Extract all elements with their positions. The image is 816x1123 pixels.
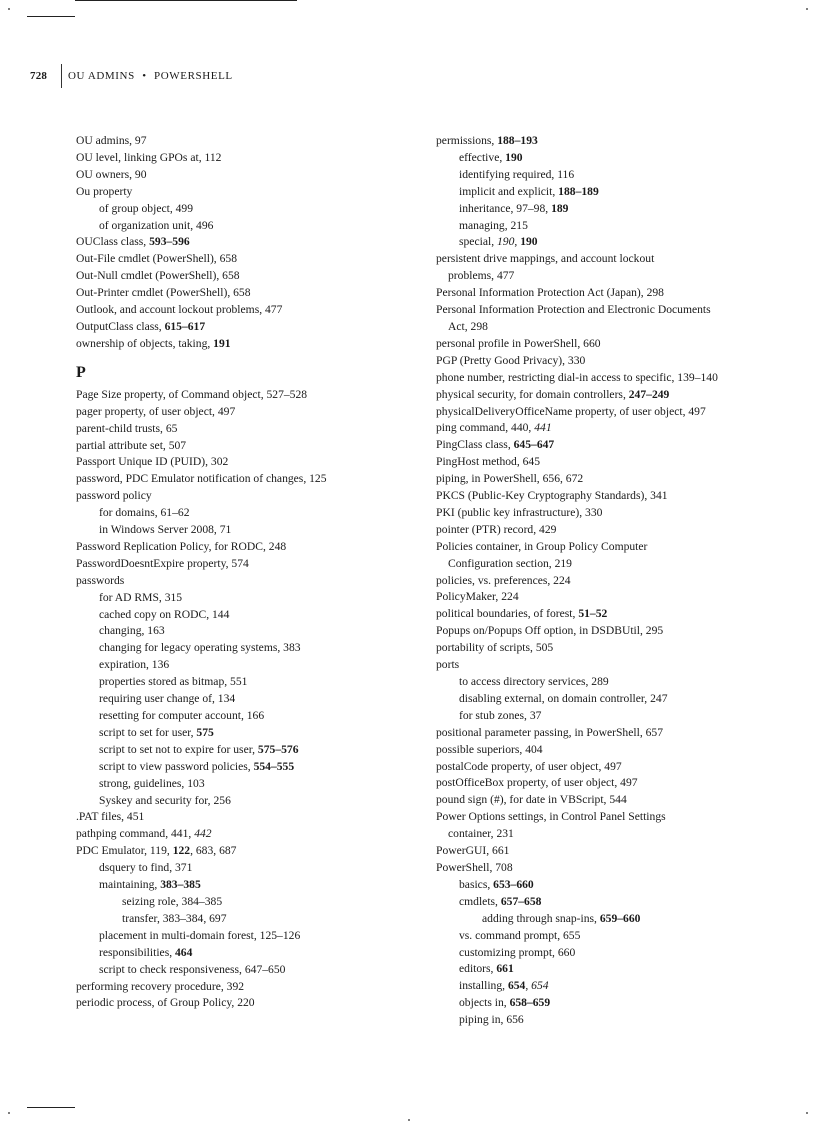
index-subentry xyxy=(436,234,776,251)
page-ref-bold: 657–658 xyxy=(500,894,542,908)
index-entry-continuation xyxy=(436,268,776,285)
registration-dot xyxy=(8,8,10,10)
entry-text: periodic process, of Group Policy, 220 xyxy=(76,996,255,1010)
index-entry xyxy=(436,370,776,387)
entry-text: PowerShell, 708 xyxy=(436,860,513,874)
index-entry xyxy=(76,167,406,184)
index-entry xyxy=(76,421,406,438)
entry-text: PKI (public key infrastructure), 330 xyxy=(436,505,603,519)
index-subentry xyxy=(76,742,406,759)
entry-text: seizing role, 384–385 xyxy=(122,894,223,908)
index-entry xyxy=(436,285,776,302)
entry-text: ownership of objects, taking, xyxy=(76,336,214,350)
entry-text: for domains, 61–62 xyxy=(99,506,190,520)
page-ref-bold: 464 xyxy=(175,945,193,959)
page-ref-bold: 654 xyxy=(507,979,526,993)
index-subentry xyxy=(436,928,776,945)
index-entry xyxy=(436,623,776,640)
entry-text: OUClass class, xyxy=(76,235,150,249)
index-entry xyxy=(76,995,406,1012)
index-entry xyxy=(436,404,776,421)
index-subentry xyxy=(436,978,776,995)
entry-text: Personal Information Protection and Electronic Documents xyxy=(436,303,711,317)
entry-text: properties stored as bitmap, 551 xyxy=(99,675,248,689)
registration-dot xyxy=(408,1119,410,1121)
entry-text: , xyxy=(525,979,532,993)
entry-text: dsquery to find, 371 xyxy=(99,861,193,875)
index-column-left xyxy=(76,133,406,1012)
page-ref-bold: 51–52 xyxy=(578,607,608,621)
entry-text: .PAT files, 451 xyxy=(76,810,145,824)
index-subentry xyxy=(76,505,406,522)
head-first-term: OU ADMINS xyxy=(68,70,135,82)
entry-text: Passport Unique ID (PUID), 302 xyxy=(76,455,229,469)
crop-mark-bottom-left xyxy=(27,1107,75,1108)
index-entry xyxy=(76,234,406,251)
index-entry xyxy=(436,488,776,505)
entry-text: transfer, 383–384, 697 xyxy=(122,911,227,925)
index-column-right xyxy=(436,133,776,1029)
page-ref-bold: 189 xyxy=(551,201,569,215)
index-entry xyxy=(436,589,776,606)
entry-text: resetting for computer account, 166 xyxy=(99,709,265,722)
page-number: 728 xyxy=(30,70,48,82)
page-ref-italic: 442 xyxy=(194,827,212,841)
entry-text: ping command, 440, xyxy=(436,421,535,435)
entry-text: Page Size property, of Command object, 527–528 xyxy=(76,387,308,401)
entry-text: maintaining, xyxy=(99,878,161,892)
entry-text: PolicyMaker, 224 xyxy=(436,590,519,604)
entry-text: Popups on/Popups Off option, in DSDBUtil, 295 xyxy=(436,624,664,638)
entry-text: requiring user change of, 134 xyxy=(99,692,236,706)
entry-text: for AD RMS, 315 xyxy=(99,590,183,604)
entry-text: Policies container, in Group Policy Computer xyxy=(436,539,648,553)
entry-text: PGP (Pretty Good Privacy), 330 xyxy=(436,353,586,367)
index-entry-continuation xyxy=(436,556,776,573)
entry-text: password, PDC Emulator notification of changes, 125 xyxy=(76,472,327,486)
entry-text: , xyxy=(514,235,521,249)
index-subentry xyxy=(76,657,406,674)
index-subentry xyxy=(436,674,776,691)
entry-text: pager property, of user object, 497 xyxy=(76,404,236,418)
entry-text: passwords xyxy=(76,573,125,587)
header-divider xyxy=(61,64,62,88)
entry-text: OutputClass class, xyxy=(76,319,165,333)
index-entry xyxy=(76,809,406,826)
index-entry xyxy=(436,759,776,776)
entry-text: effective, xyxy=(459,150,506,164)
index-subentry xyxy=(76,860,406,877)
entry-text: Ou property xyxy=(76,184,133,198)
index-entry xyxy=(76,336,406,353)
page-ref-bold: 383–385 xyxy=(160,878,201,892)
index-subentry xyxy=(436,877,776,894)
entry-text: parent-child trusts, 65 xyxy=(76,421,178,435)
entry-text: OU owners, 90 xyxy=(76,167,147,181)
entry-text: Out-Null cmdlet (PowerShell), 658 xyxy=(76,269,240,283)
entry-text: PDC Emulator, 119, xyxy=(76,844,173,858)
index-subentry xyxy=(76,945,406,962)
entry-text: objects in, xyxy=(459,996,510,1010)
entry-text: personal profile in PowerShell, 660 xyxy=(436,336,601,350)
index-subentry xyxy=(436,1012,776,1029)
index-entry xyxy=(76,387,406,404)
index-subentry xyxy=(436,218,776,235)
index-entry xyxy=(76,285,406,302)
entry-text: Outlook, and account lockout problems, 477 xyxy=(76,303,283,317)
index-entry xyxy=(76,454,406,471)
page-ref-italic: 441 xyxy=(534,421,552,435)
entry-text: basics, xyxy=(459,877,494,891)
index-subentry xyxy=(76,725,406,742)
entry-text: script to check responsiveness, 647–650 xyxy=(99,962,286,976)
index-entry xyxy=(436,640,776,657)
entry-text: customizing prompt, 660 xyxy=(459,945,576,959)
crop-mark-top xyxy=(75,0,297,1)
entry-text: phone number, restricting dial-in access to specific, 139–140 xyxy=(436,370,718,384)
page-ref-italic: 654 xyxy=(531,979,549,993)
index-subentry xyxy=(436,995,776,1012)
index-entry xyxy=(436,133,776,150)
index-subentry xyxy=(436,911,776,928)
entry-text: , 683, 687 xyxy=(190,844,237,858)
page-ref-bold: 661 xyxy=(496,962,514,976)
index-subentry xyxy=(76,759,406,776)
page-ref-bold: 188–189 xyxy=(558,184,599,198)
entry-text: pound sign (#), for date in VBScript, 544 xyxy=(436,793,627,807)
index-entry xyxy=(436,860,776,877)
entry-text: ports xyxy=(436,658,460,672)
index-subentry xyxy=(76,928,406,945)
index-entry xyxy=(436,471,776,488)
page-ref-italic: 190 xyxy=(497,235,515,249)
page-ref-bold: 653–660 xyxy=(493,877,534,891)
index-subentry xyxy=(436,691,776,708)
index-subentry xyxy=(76,201,406,218)
index-subentry xyxy=(76,522,406,539)
index-entry xyxy=(436,505,776,522)
index-subentry xyxy=(76,962,406,979)
entry-text: cmdlets, xyxy=(459,894,501,908)
entry-text: PingHost method, 645 xyxy=(436,455,541,469)
index-subentry xyxy=(76,894,406,911)
index-subentry xyxy=(436,894,776,911)
registration-dot xyxy=(806,1112,808,1114)
entry-text: strong, guidelines, 103 xyxy=(99,776,205,790)
page-ref-bold: 575 xyxy=(196,725,214,739)
index-subentry xyxy=(436,167,776,184)
index-entry xyxy=(76,979,406,996)
index-subentry xyxy=(76,708,406,725)
page-ref-bold: 247–249 xyxy=(628,387,670,401)
index-entry xyxy=(436,353,776,370)
entry-text: PasswordDoesntExpire property, 574 xyxy=(76,556,249,570)
entry-text: for stub zones, 37 xyxy=(459,708,542,722)
index-entry xyxy=(76,404,406,421)
index-entry xyxy=(76,488,406,505)
entry-text: managing, 215 xyxy=(459,218,528,232)
entry-text: identifying required, 116 xyxy=(459,167,575,181)
index-entry xyxy=(76,302,406,319)
entry-text: partial attribute set, 507 xyxy=(76,438,187,452)
page-ref-bold: 190 xyxy=(505,150,523,164)
index-entry xyxy=(436,606,776,623)
entry-text: postOfficeBox property, of user object, 497 xyxy=(436,776,638,790)
entry-text: pathping command, 441, xyxy=(76,827,195,841)
page-ref-bold: 659–660 xyxy=(599,911,641,925)
index-entry xyxy=(436,742,776,759)
index-subentry xyxy=(76,911,406,928)
index-entry xyxy=(436,336,776,353)
index-entry xyxy=(436,251,776,268)
entry-text: in Windows Server 2008, 71 xyxy=(99,523,232,537)
entry-text: changing, 163 xyxy=(99,624,165,638)
index-entry xyxy=(76,184,406,201)
entry-text: piping in, 656 xyxy=(459,1013,524,1027)
index-subentry xyxy=(76,640,406,657)
page-ref-bold: 575–576 xyxy=(257,742,299,756)
index-subentry xyxy=(76,218,406,235)
entry-text: persistent drive mappings, and account lockout xyxy=(436,252,655,266)
index-entry xyxy=(76,150,406,167)
entry-text: Out-Printer cmdlet (PowerShell), 658 xyxy=(76,286,251,300)
entry-text: piping, in PowerShell, 656, 672 xyxy=(436,472,584,486)
index-subentry xyxy=(76,674,406,691)
index-subentry xyxy=(436,184,776,201)
registration-dot xyxy=(806,8,808,10)
index-entry-continuation xyxy=(436,319,776,336)
index-section-letter: P xyxy=(76,363,86,381)
page-ref-bold: 191 xyxy=(213,336,231,350)
index-entry xyxy=(76,539,406,556)
running-head xyxy=(30,63,233,89)
entry-text: expiration, 136 xyxy=(99,658,170,672)
entry-text: cached copy on RODC, 144 xyxy=(99,607,230,621)
index-entry xyxy=(76,251,406,268)
entry-text: special, xyxy=(459,235,497,249)
entry-text: container, 231 xyxy=(448,827,514,841)
index-entry xyxy=(436,843,776,860)
entry-text: PKCS (Public-Key Cryptography Standards), 341 xyxy=(436,489,668,503)
entry-text: installing, xyxy=(459,979,508,993)
index-entry xyxy=(436,302,776,319)
entry-text: script to set for user, xyxy=(99,725,197,739)
entry-text: physicalDeliveryOfficeName property, of user object, 497 xyxy=(436,404,706,418)
index-entry xyxy=(436,420,776,437)
entry-text: Out-File cmdlet (PowerShell), 658 xyxy=(76,252,237,266)
entry-text: Act, 298 xyxy=(448,319,488,333)
entry-text: implicit and explicit, xyxy=(459,184,559,198)
entry-text: portability of scripts, 505 xyxy=(436,641,554,655)
entry-text: editors, xyxy=(459,962,497,976)
index-entry xyxy=(436,539,776,556)
index-entry-continuation xyxy=(436,826,776,843)
entry-text: responsibilities, xyxy=(99,945,175,959)
index-entry xyxy=(436,657,776,674)
entry-text: of group object, 499 xyxy=(99,201,194,215)
index-subentry xyxy=(436,201,776,218)
page-ref-bold: 122 xyxy=(172,844,191,858)
entry-text: performing recovery procedure, 392 xyxy=(76,979,245,993)
index-subentry xyxy=(76,691,406,708)
entry-text: positional parameter passing, in PowerShell, 657 xyxy=(436,725,664,739)
entry-text: problems, 477 xyxy=(448,269,515,283)
entry-text: to access directory services, 289 xyxy=(459,675,609,688)
page-ref-bold: 188–193 xyxy=(497,134,538,147)
entry-text: Personal Information Protection Act (Japan), 298 xyxy=(436,286,664,300)
entry-text: political boundaries, of forest, xyxy=(436,607,579,621)
page-ref-bold: 615–617 xyxy=(164,319,206,333)
entry-text: PowerGUI, 661 xyxy=(436,844,510,858)
index-entry xyxy=(76,268,406,285)
index-entry xyxy=(436,725,776,742)
entry-text: possible superiors, 404 xyxy=(436,742,543,756)
index-entry xyxy=(76,319,406,336)
entry-text: physical security, for domain controllers, xyxy=(436,387,629,401)
page-ref-bold: 658–659 xyxy=(509,996,551,1010)
index-entry xyxy=(436,573,776,590)
entry-text: pointer (PTR) record, 429 xyxy=(436,522,557,536)
index-entry xyxy=(436,775,776,792)
index-entry xyxy=(76,471,406,488)
index-entry xyxy=(76,556,406,573)
entry-text: PingClass class, xyxy=(436,438,514,452)
index-subentry xyxy=(436,150,776,167)
index-entry xyxy=(436,522,776,539)
head-last-term: POWERSHELL xyxy=(154,70,233,82)
index-entry xyxy=(436,454,776,471)
entry-text: password policy xyxy=(76,489,152,503)
entry-text: disabling external, on domain controller, 247 xyxy=(459,691,668,705)
entry-text: script to set not to expire for user, xyxy=(99,742,258,756)
page-ref-bold: 554–555 xyxy=(253,759,295,773)
index-subentry xyxy=(76,776,406,793)
index-entry xyxy=(436,792,776,809)
index-subentry xyxy=(76,623,406,640)
index-entry xyxy=(76,843,406,860)
entry-text: Syskey and security for, 256 xyxy=(99,793,231,807)
entry-text: changing for legacy operating systems, 383 xyxy=(99,641,301,655)
entry-text: placement in multi-domain forest, 125–126 xyxy=(99,928,301,942)
index-entry xyxy=(76,133,406,150)
entry-text: Power Options settings, in Control Panel Settings xyxy=(436,810,666,824)
entry-text: adding through snap-ins, xyxy=(482,911,600,925)
entry-text: Configuration section, 219 xyxy=(448,556,572,570)
running-head-title xyxy=(68,70,233,82)
index-entry xyxy=(436,437,776,454)
entry-text: vs. command prompt, 655 xyxy=(459,928,581,942)
index-entry xyxy=(436,387,776,404)
index-entry xyxy=(76,573,406,590)
index-subentry xyxy=(76,793,406,810)
index-subentry xyxy=(76,607,406,624)
entry-text: of organization unit, 496 xyxy=(99,218,214,232)
crop-mark-top-left xyxy=(27,16,75,17)
entry-text: script to view password policies, xyxy=(99,759,254,773)
entry-text: Password Replication Policy, for RODC, 248 xyxy=(76,539,287,553)
index-subentry xyxy=(436,961,776,978)
registration-dot xyxy=(8,1112,10,1114)
page-ref-bold: 645–647 xyxy=(513,438,555,452)
index-entry xyxy=(76,438,406,455)
index-entry xyxy=(76,826,406,843)
entry-text: postalCode property, of user object, 497 xyxy=(436,759,622,773)
entry-text: OU level, linking GPOs at, 112 xyxy=(76,150,222,164)
head-bullet: • xyxy=(142,70,147,82)
index-subentry xyxy=(76,590,406,607)
index-subentry xyxy=(436,708,776,725)
entry-text: policies, vs. preferences, 224 xyxy=(436,573,571,587)
index-subentry xyxy=(76,877,406,894)
page-ref-bold: 190 xyxy=(520,235,538,249)
entry-text: OU admins, 97 xyxy=(76,134,147,147)
entry-text: inheritance, 97–98, xyxy=(459,201,552,215)
index-entry xyxy=(436,809,776,826)
entry-text: permissions, xyxy=(436,134,498,147)
index-subentry xyxy=(436,945,776,962)
page-ref-bold: 593–596 xyxy=(149,235,190,249)
